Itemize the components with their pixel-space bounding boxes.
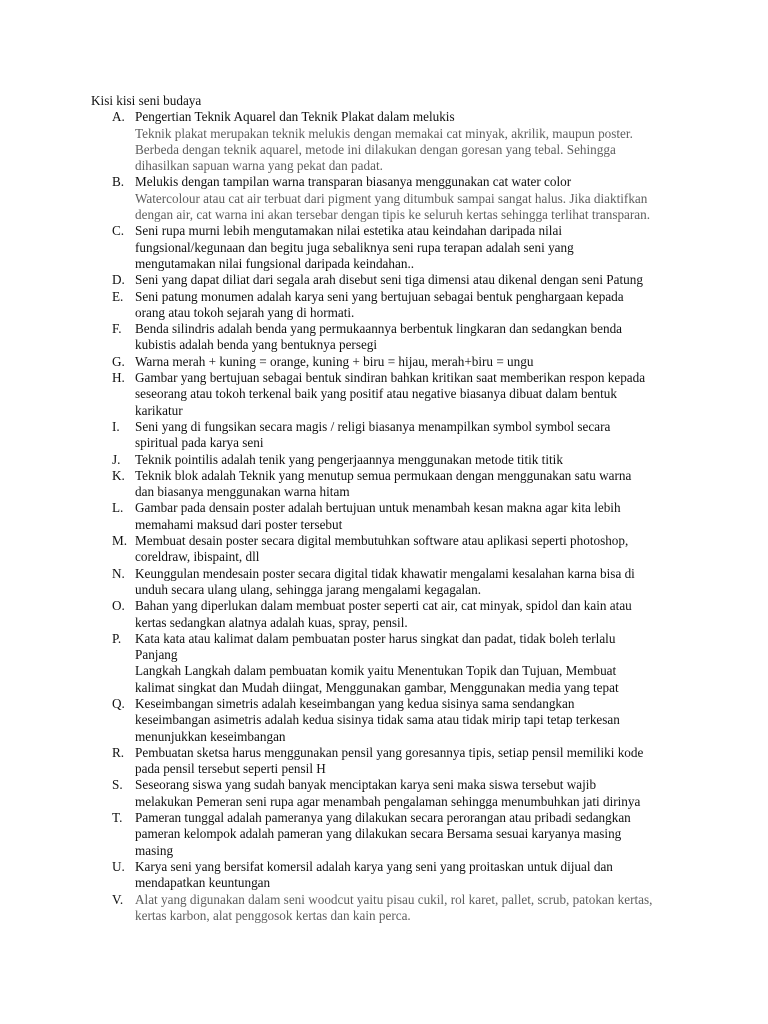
list-item-letter: O. [112,598,125,614]
list-item-line: Seni yang dapat diliat dari segala arah disebut seni tiga dimensi atau dikenal dengan seni Patung [135,272,643,288]
list-item-line: Keunggulan mendesain poster secara digital tidak khawatir mengalami kesalahan karna bisa di [135,565,635,581]
list-item-letter: L. [112,500,124,516]
list-item [0,696,680,745]
list-item-line: melakukan Pemeran seni rupa agar menambah pengalaman sehingga menumbuhkan jati dirinya [135,793,641,809]
list-item [0,859,680,892]
list-item-letter: E. [112,288,124,304]
list-item-line: Karya seni yang bersifat komersil adalah karya yang seni yang proitaskan untuk dijual dan [135,858,613,874]
list-item-line: masing [135,842,174,858]
list-item-line: menunjukkan keseimbangan [135,728,286,744]
list-item [0,598,680,631]
list-item-line: keseimbangan asimetris adalah kedua sisinya tidak sama atau tidak mirip tapi tetap terkesan [135,712,620,728]
list-item-line: mengutamakan nilai fungsional daripada keindahan.. [135,255,415,271]
list-item-line: orang atau tokoh sejarah yang di hormati. [135,304,355,320]
list-item-line: mendapatkan keuntungan [135,875,271,891]
list-item-letter: V. [112,891,124,907]
list-item-letter: U. [112,858,125,874]
list-item [0,321,680,354]
list-item-letter: B. [112,174,125,190]
list-item [0,745,680,778]
list-item [0,566,680,599]
list-item-letter: J. [112,451,121,467]
list-item-line: Teknik pointilis adalah tenik yang pengerjaannya menggunakan metode titik titik [135,451,563,467]
list-item-line: Bahan yang diperlukan dalam membuat poster seperti cat air, cat minyak, spidol dan kain atau [135,598,632,614]
list-item-line: kertas sedangkan alatnya adalah kuas, spray, pensil. [135,614,408,630]
list-item-line: Seni yang di fungsikan secara magis / religi biasanya menampilkan symbol symbol secara [135,418,611,434]
list-item-answer-line: dengan air, cat warna ini akan tersebar dengan tipis ke seluruh kertas sehingga terlihat transparan. [135,207,651,223]
list-item-letter: N. [112,565,125,581]
list-item-line: Warna merah + kuning = orange, kuning + biru = hijau, merah+biru = ungu [135,353,534,369]
list-item-line: coreldraw, ibispaint, dll [135,549,260,565]
list-item-line: seseorang atau tokoh terkenal baik yang positif atau negative biasanya dibuat dalam bentuk [135,386,617,402]
list-item-line: kubistis adalah benda yang bentuknya persegi [135,337,378,353]
list-item [0,174,680,223]
list-item-line: Teknik blok adalah Teknik yang menutup semua permukaan dengan menggunakan satu warna [135,467,632,483]
list-item-letter: D. [112,272,125,288]
list-item-answer-line: dihasilkan sapuan warna yang pekat dan padat. [135,158,383,174]
list-item-letter: F. [112,321,122,337]
list-item-letter: Q. [112,695,125,711]
list-item-letter: A. [112,109,125,125]
list-item [0,500,680,533]
list-item-letter: S. [112,777,123,793]
list-item-line: Kata kata atau kalimat dalam pembuatan poster harus singkat dan padat, tidak boleh terlalu [135,630,616,646]
list-item [0,354,680,370]
list-item [0,631,680,696]
list-item-line: unduh secara ulang ulang, sehingga jarang mengalami kegagalan. [135,581,482,597]
list-item-line: Melukis dengan tampilan warna transparan biasanya menggunakan cat water color [135,174,572,190]
list-item-line: Seni rupa murni lebih mengutamakan nilai estetika atau keindahan daripada nilai [135,223,562,239]
list-item-letter: K. [112,467,125,483]
list-item-line: Gambar yang bertujuan sebagai bentuk sindiran bahkan kritikan saat memberikan respon kepada [135,370,646,386]
list-item-line: pameran kelompok adalah pameran yang dilakukan secara Bersama sesuai karyanya masing [135,826,622,842]
list-item-line: karikatur [135,402,183,418]
list-item-letter: C. [112,223,125,239]
list-item [0,777,680,810]
list-item-letter: I. [112,418,120,434]
list-item-letter: P. [112,630,122,646]
list-item [0,810,680,859]
list-item-line: Membuat desain poster secara digital membutuhkan software atau aplikasi seperti photoshop, [135,533,629,549]
list-item-line: Panjang [135,647,178,663]
list-item [0,289,680,322]
list-item-line: memahami maksud dari poster tersebut [135,516,343,532]
list-item [0,452,680,468]
list-item-line: Pengertian Teknik Aquarel dan Teknik Plakat dalam melukis [135,109,455,125]
list-item [0,370,680,419]
list-item-line: Pembuatan sketsa harus menggunakan pensil yang goresannya tipis, setiap pensil memiliki kode [135,744,644,760]
question-list [0,109,768,924]
list-item-answer-line: Watercolour atau cat air terbuat dari pigment yang ditumbuk sampai sangat halus. Jika diaktifkan [135,190,648,206]
list-item-line: Pameran tunggal adalah pameranya yang dilakukan secara perorangan atau pribadi sedangkan [135,810,631,826]
list-item-answer-line: Berbeda dengan teknik aquarel, metode ini dilakukan dengan goresan yang tebal. Sehingga [135,141,616,157]
list-item-answer-line: Teknik plakat merupakan teknik melukis dengan memakai cat minyak, akrilik, maupun poster. [135,125,633,141]
document-title: Kisi kisi seni budaya [91,93,202,108]
list-item-letter: M. [112,533,128,549]
list-item-answer-line: kertas karbon, alat penggosok kertas dan kain perca. [135,907,411,923]
list-item-line: Seni patung monumen adalah karya seni yang bertujuan sebagai bentuk penghargaan kepada [135,288,624,304]
list-item [0,468,680,501]
list-item-line: spiritual pada karya seni [135,435,264,451]
list-item-letter: T. [112,810,123,826]
list-item [0,892,680,925]
list-item-line: Keseimbangan simetris adalah keseimbangan yang kedua sisinya sama sendangkan [135,695,575,711]
list-item-answer-line: Alat yang digunakan dalam seni woodcut yaitu pisau cukil, rol karet, pallet, scrub, patokan kertas, [135,891,653,907]
list-item-letter: H. [112,370,125,386]
list-item [0,419,680,452]
list-item [0,272,680,288]
list-item-line: Gambar pada densain poster adalah bertujuan untuk menambah kesan makna agar kita lebih [135,500,621,516]
list-item-line: fungsional/kegunaan dan begitu juga sebaliknya seni rupa terapan adalah seni yang [135,239,574,255]
list-item-line: Benda silindris adalah benda yang permukaannya berbentuk lingkaran dan sedangkan benda [135,321,623,337]
list-item-letter: R. [112,744,125,760]
list-item-line: dan biasanya menggunakan warna hitam [135,484,350,500]
list-item-line: Seseorang siswa yang sudah banyak menciptakan karya seni maka siswa tersebut wajib [135,777,597,793]
list-item-letter: G. [112,353,125,369]
list-item [0,533,680,566]
list-item-line: pada pensil tersebut seperti pensil H [135,761,326,777]
list-item-line: Langkah Langkah dalam pembuatan komik yaitu Menentukan Topik dan Tujuan, Membuat [135,663,617,679]
list-item-line: kalimat singkat dan Mudah diingat, Menggunakan gambar, Menggunakan media yang tepat [135,679,619,695]
list-item [0,109,680,174]
list-item [0,223,680,272]
